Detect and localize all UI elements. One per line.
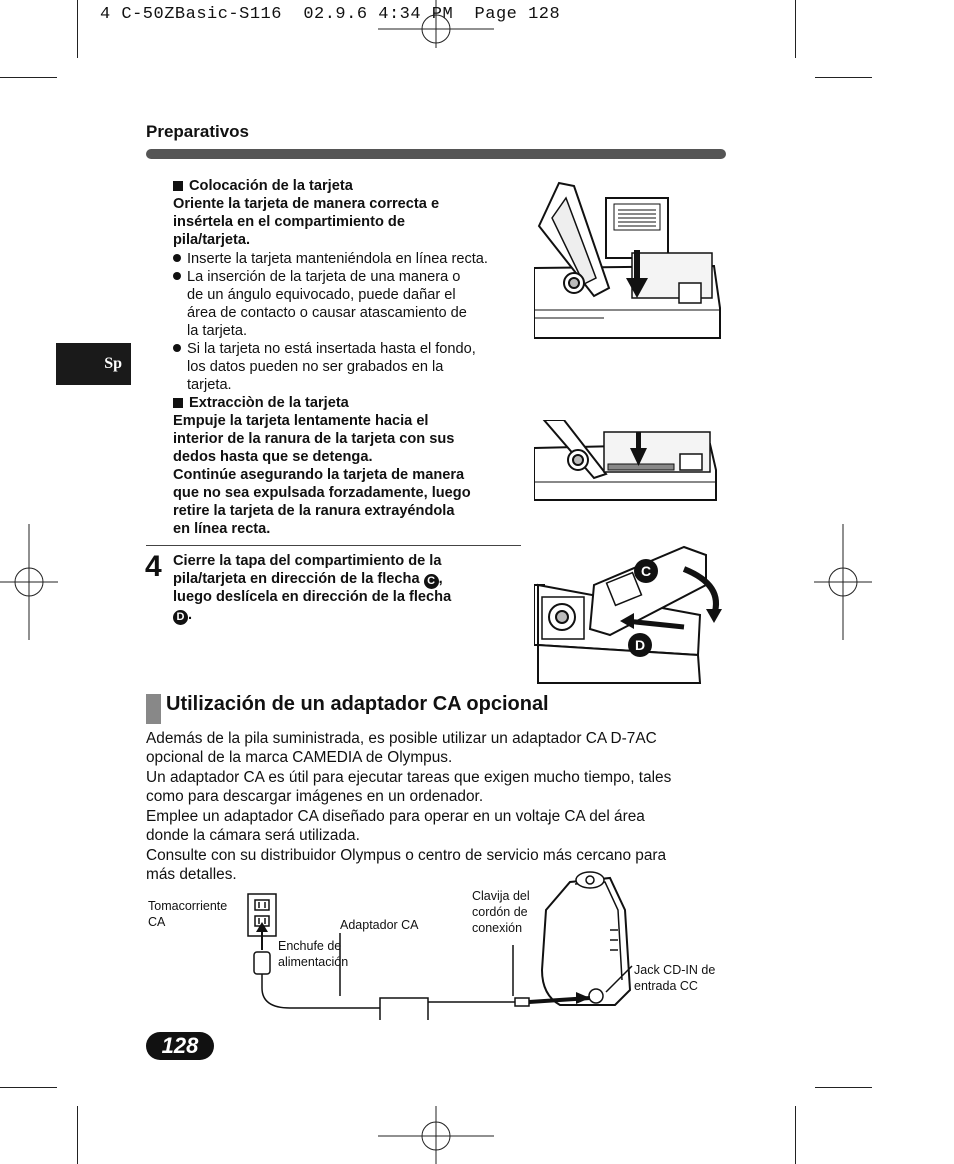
bullet-text: tarjeta.	[187, 377, 232, 393]
header-rule	[146, 149, 726, 159]
card-insertion-illustration	[534, 178, 724, 348]
close-cover-illustration	[534, 545, 730, 685]
square-bullet-icon	[173, 398, 183, 408]
step-divider	[146, 545, 521, 546]
label-outlet	[148, 898, 227, 930]
label-adapter	[340, 917, 419, 933]
label-jack	[634, 962, 715, 994]
step-number: 4	[145, 550, 162, 583]
instruction-line: interior de la ranura de la tarjeta con sus	[173, 431, 455, 447]
card-removal-illustration	[534, 420, 720, 502]
paragraph-line: Un adaptador CA es útil para ejecutar tareas que exigen mucho tiempo, tales	[146, 769, 672, 786]
paragraph-line: Además de la pila suministrada, es posible utilizar un adaptador CA D-7AC	[146, 730, 657, 747]
label-text: Clavija del	[472, 889, 530, 903]
paragraph-line: Emplee un adaptador CA diseñado para operar en un voltaje CA del área	[146, 808, 645, 825]
label-text: conexión	[472, 921, 523, 935]
language-tab-label: Sp	[104, 355, 122, 372]
section-title-marker	[146, 694, 161, 724]
instruction-line: Continúe asegurando la tarjeta de manera	[173, 467, 465, 483]
paragraph-line: opcional de la marca CAMEDIA de Olympus.	[146, 749, 453, 766]
label-text: alimentación	[278, 955, 349, 969]
bullet-text: los datos pueden no ser grabados en la	[187, 359, 444, 375]
paragraph-line: Consulte con su distribuidor Olympus o centro de servicio más cercano para	[146, 847, 667, 864]
step4-text: pila/tarjeta en dirección de la flecha	[173, 571, 420, 587]
marker-c-label: C	[640, 563, 652, 579]
label-text: Tomacorriente	[148, 899, 228, 913]
card-remove-title-row	[173, 394, 349, 412]
instruction-line: Oriente la tarjeta de manera correcta e	[173, 196, 440, 212]
label-text: cordón de	[472, 905, 528, 919]
card-insert-title: Colocación de la tarjeta	[189, 178, 353, 194]
card-remove-title: Extracciòn de la tarjeta	[189, 395, 349, 411]
step4-text: .	[188, 607, 193, 623]
instruction-line: en línea recta.	[173, 521, 271, 537]
marker-d-label: D	[634, 637, 646, 653]
arrow-c-marker-icon: C	[424, 574, 439, 589]
section-header: Preparativos	[146, 122, 249, 141]
bullet-icon	[173, 272, 181, 280]
bullet-icon	[173, 344, 181, 352]
step4-line	[173, 606, 192, 625]
instruction-line: retire la tarjeta de la ranura extrayéndola	[173, 503, 455, 519]
bullet-line	[173, 250, 488, 268]
instruction-line: insértela en el compartimiento de	[173, 214, 405, 230]
arrow-d-marker-icon: D	[173, 610, 188, 625]
print-slug: 4 C-50ZBasic-S116 02.9.6 4:34 PM Page 128	[100, 5, 561, 24]
ac-section-title: Utilización de un adaptador CA opcional	[166, 693, 549, 715]
bullet-icon	[173, 254, 181, 262]
bullet-text: de un ángulo equivocado, puede dañar el	[187, 287, 456, 303]
paragraph-line: donde la cámara será utilizada.	[146, 827, 360, 844]
label-text: Adaptador CA	[340, 918, 419, 932]
bullet-line	[173, 340, 476, 358]
step4-line: Cierre la tapa del compartimiento de la	[173, 553, 442, 569]
paragraph-line: más detalles.	[146, 866, 237, 883]
bullet-text: La inserción de la tarjeta de una manera o	[187, 269, 461, 285]
bullet-line	[173, 268, 460, 286]
label-connector	[472, 888, 530, 936]
label-plug	[278, 938, 348, 970]
bullet-text: Si la tarjeta no está insertada hasta el fondo,	[187, 341, 476, 357]
label-text: Jack CD-IN de	[634, 963, 716, 977]
page-number: 128	[146, 1032, 214, 1060]
instruction-line: pila/tarjeta.	[173, 232, 251, 248]
language-tab	[56, 343, 131, 385]
instruction-line: que no sea expulsada forzadamente, luego	[173, 485, 471, 501]
paragraph-line: como para descargar imágenes en un ordenador.	[146, 788, 484, 805]
bullet-text: la tarjeta.	[187, 323, 248, 339]
bullet-text: área de contacto o causar atascamiento de	[187, 305, 467, 321]
label-text: Enchufe de	[278, 939, 342, 953]
instruction-line: dedos hasta que se detenga.	[173, 449, 373, 465]
card-insert-title-row	[173, 177, 353, 195]
step4-line	[173, 570, 443, 589]
bullet-text: Inserte la tarjeta manteniéndola en línea recta.	[187, 251, 488, 267]
step4-text: ,	[438, 571, 443, 587]
label-text: entrada CC	[634, 979, 698, 993]
instruction-line: Empuje la tarjeta lentamente hacia el	[173, 413, 429, 429]
square-bullet-icon	[173, 181, 183, 191]
step4-line: luego deslícela en dirección de la flecha	[173, 589, 452, 605]
label-text: CA	[148, 915, 166, 929]
